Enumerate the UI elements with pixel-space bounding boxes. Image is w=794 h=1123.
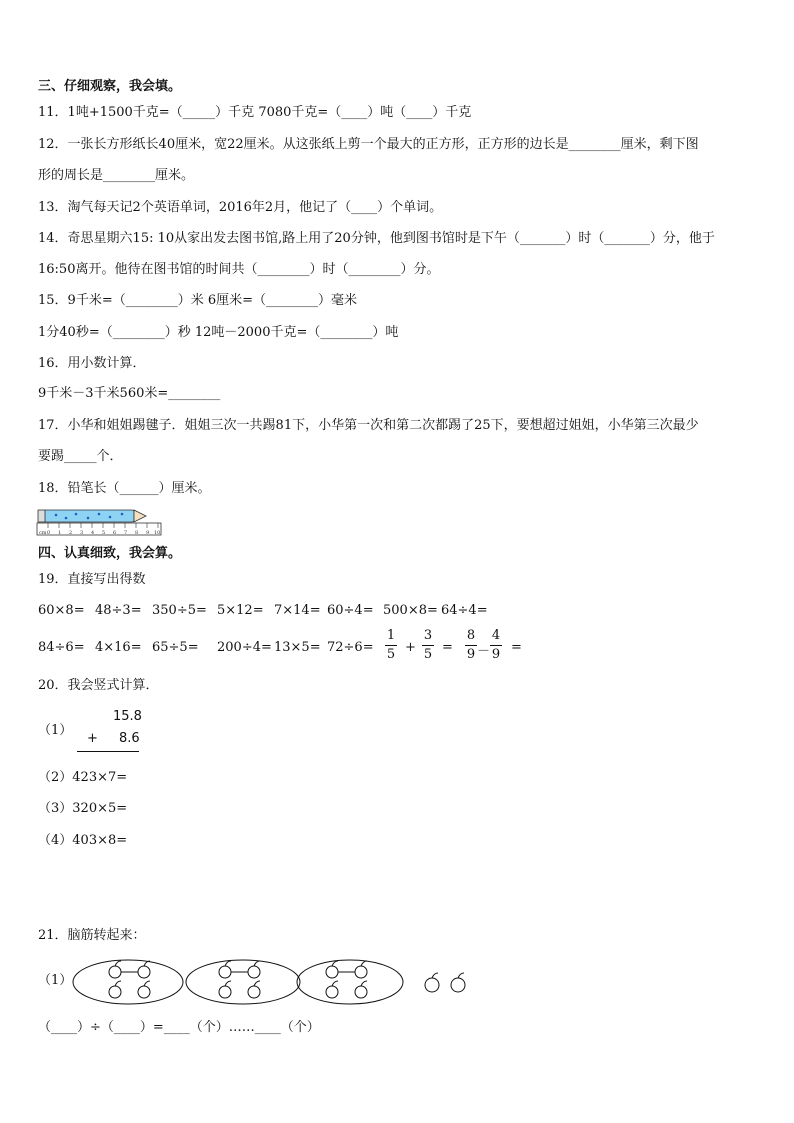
calc-item: 200÷4=: [217, 640, 272, 655]
question-20-title: 20．我会竖式计算．: [38, 678, 159, 693]
question-12-line1: 12．一张长方形纸长40厘米，宽22厘米。从这张纸上剪一个最大的正方形，正方形的边长是________厘米，剩下图: [38, 137, 699, 152]
plus-operator: +: [87, 731, 98, 746]
question-18: 18．铅笔长（______）厘米。: [38, 481, 211, 496]
question-15-line1: 15．9千米=（________）米 6厘米=（________）毫米: [38, 293, 358, 308]
calc-item: 60×8=: [38, 603, 85, 618]
calc-item: 4×16=: [95, 640, 142, 655]
calc-item: 48÷3=: [95, 603, 142, 618]
question-11: 11．1吨+1500千克=（_____）千克 7080千克=（____）吨（____）千克: [38, 105, 472, 120]
apples-grouping-figure: [70, 955, 480, 1010]
apple-icon: [109, 961, 465, 998]
addend-bottom: 8.6: [119, 731, 140, 746]
calc-item: 64÷4=: [441, 603, 488, 618]
fraction-eight-ninths: 8 9: [466, 628, 476, 662]
svg-text:cm: cm: [39, 530, 47, 536]
svg-text:3: 3: [80, 530, 84, 536]
question-16-expression: 9千米－3千米560米=________: [38, 386, 221, 401]
problem-3: （3）320×5=: [38, 801, 128, 816]
svg-text:8: 8: [135, 530, 139, 536]
pencil-icon: [38, 510, 146, 522]
calc-item: 500×8=: [383, 603, 438, 618]
ruler-icon: [37, 523, 161, 536]
group-oval-3: [297, 960, 403, 1004]
pencil-ruler-figure: [36, 507, 162, 537]
question-15-line2: 1分40秒=（________）秒 12吨－2000千克=（________）吨: [38, 325, 399, 340]
question-14-line2: 16:50离开。他待在图书馆的时间共（________）时（________）分。: [38, 262, 440, 277]
calc-item: 84÷6=: [38, 640, 85, 655]
problem-4: （4）403×8=: [38, 833, 128, 848]
sum-line: [77, 751, 139, 752]
equals-sign: =: [511, 640, 522, 655]
svg-text:10: 10: [154, 530, 161, 536]
calc-item: 72÷6=: [327, 640, 374, 655]
problem-2: （2）423×7=: [38, 770, 128, 785]
calc-item: 13×5=: [274, 640, 321, 655]
calc-item: 65÷5=: [152, 640, 199, 655]
question-16-title: 16．用小数计算．: [38, 356, 146, 371]
svg-text:5: 5: [102, 530, 106, 536]
question-14-line1: 14．奇思星期六15: 10从家出发去图书馆,路上用了20分钟，他到图书馆时是下午（_______）时（_______）分，他于: [38, 231, 715, 246]
group-oval-2: [186, 960, 300, 1004]
question-21-label: （1）: [38, 973, 73, 988]
addend-top: 15.8: [113, 709, 142, 724]
fraction-three-fifths: 3 5: [423, 628, 433, 662]
calc-item: 60÷4=: [327, 603, 374, 618]
svg-text:4: 4: [91, 530, 95, 536]
fraction-one-fifth: 1 5: [386, 628, 396, 662]
question-17-line1: 17．小华和姐姐踢毽子．姐姐三次一共踢81下，小华第一次和第二次都踢了25下，要想超过姐姐，小华第三次最少: [38, 418, 699, 433]
svg-text:0: 0: [47, 530, 51, 536]
group-oval-1: [73, 960, 183, 1004]
section-4-title: 四、认真细致，我会算。: [38, 546, 182, 561]
plus-sign: +: [405, 640, 416, 655]
fraction-four-ninths: 4 9: [491, 628, 501, 662]
equals-sign: =: [442, 640, 453, 655]
svg-text:7: 7: [124, 530, 128, 536]
question-12-line2: 形的周长是________厘米。: [38, 168, 195, 183]
svg-text:9: 9: [146, 530, 150, 536]
problem-1-label: （1）: [38, 723, 73, 738]
question-21-title: 21．脑筋转起来：: [38, 928, 146, 943]
question-13: 13．淘气每天记2个英语单词，2016年2月，他记了（____）个单词。: [38, 200, 443, 215]
svg-text:1: 1: [58, 530, 62, 536]
minus-sign: －: [477, 644, 491, 659]
calc-item: 350÷5=: [152, 603, 207, 618]
calc-item: 5×12=: [217, 603, 264, 618]
calc-item: 7×14=: [274, 603, 321, 618]
section-3-title: 三、仔细观察，我会填。: [38, 79, 182, 94]
svg-text:6: 6: [113, 530, 117, 536]
question-21-formula: （____）÷（____）=____（个）……____（个）: [38, 1020, 320, 1035]
question-19-title: 19．直接写出得数: [38, 572, 146, 587]
svg-text:2: 2: [69, 530, 73, 536]
question-17-line2: 要踢_____个．: [38, 449, 123, 464]
